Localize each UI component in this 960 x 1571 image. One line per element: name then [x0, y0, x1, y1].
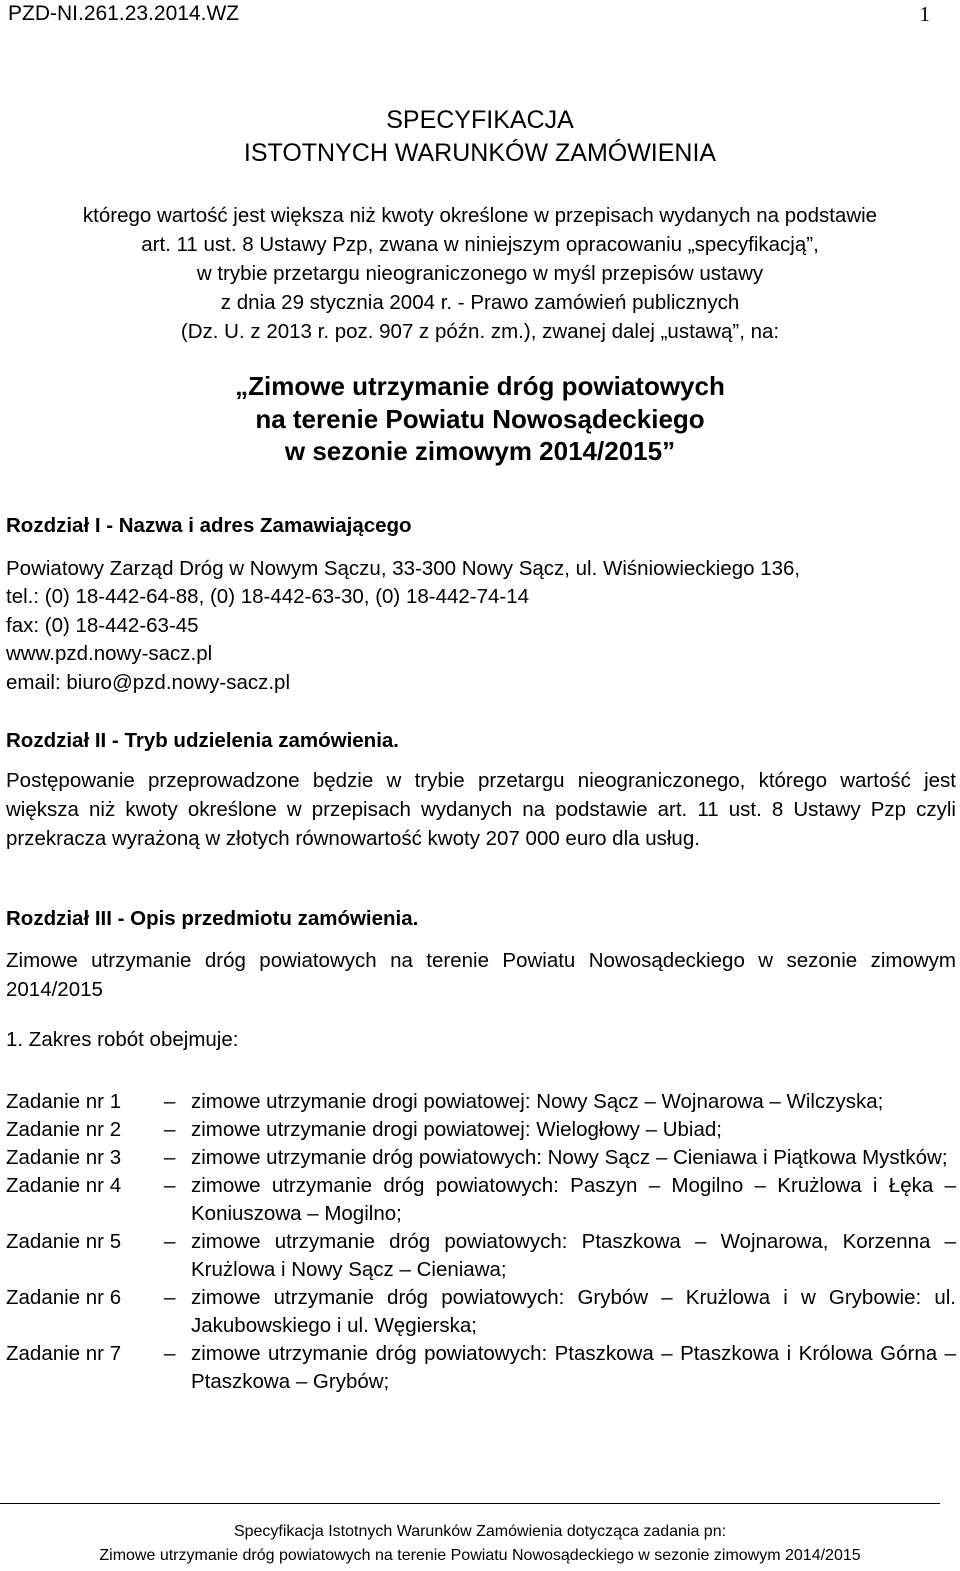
document-title: [0, 104, 960, 170]
task-description: zimowe utrzymanie drogi powiatowej: Wielogłowy – Ubiad;: [191, 1118, 722, 1141]
email: email: biuro@pzd.nowy-sacz.pl: [6, 670, 291, 694]
intro-line: którego wartość jest większa niż kwoty określone w przepisach wydanych na podstawie: [82, 204, 878, 227]
page-footer: [0, 1520, 960, 1568]
task-item: [6, 1116, 956, 1144]
task-label: Zadanie nr 2: [6, 1118, 122, 1141]
task-dash: –: [164, 1230, 176, 1253]
task-item: [6, 1340, 956, 1396]
intro-line: z dnia 29 stycznia 2004 r. - Prawo zamówień publicznych: [220, 291, 740, 314]
contract-subject: [0, 370, 960, 468]
subject-line: „Zimowe utrzymanie dróg powiatowych: [235, 371, 725, 401]
chapter-2: [6, 727, 956, 853]
task-dash: –: [164, 1090, 176, 1113]
contracting-authority-address: Powiatowy Zarząd Dróg w Nowym Sączu, 33-300 Nowy Sącz, ul. Wiśniowieckiego 136,: [6, 556, 801, 580]
fax-number: fax: (0) 18-442-63-45: [6, 613, 199, 637]
task-list: [6, 1088, 956, 1396]
task-dash: –: [164, 1342, 176, 1365]
chapter-2-text: Postępowanie przeprowadzone będzie w trybie przetargu nieograniczonego, którego wartość jest większa niż kwoty określone w przepisach wydanych na podstawie art. 11 ust. 8 Ustawy Pzp czyli przekracza wyrażoną w złotych równowartość kwoty 207 000 euro dla usług.: [6, 768, 956, 850]
page-number: 1: [919, 2, 930, 26]
task-dash: –: [164, 1286, 176, 1309]
chapter-3-text: Zimowe utrzymanie dróg powiatowych na terenie Powiatu Nowosądeckiego w sezonie zimowym 2014/2015: [6, 948, 956, 1001]
task-label: Zadanie nr 4: [6, 1174, 122, 1197]
task-label: Zadanie nr 6: [6, 1286, 122, 1309]
scope-of-works: 1. Zakres robót obejmuje:: [6, 1027, 239, 1051]
footer-line-2: Zimowe utrzymanie dróg powiatowych na terenie Powiatu Nowosądeckiego w sezonie zimowym 2014/2015: [99, 1547, 861, 1564]
website: www.pzd.nowy-sacz.pl: [6, 642, 213, 665]
subject-line: w sezonie zimowym 2014/2015”: [284, 436, 676, 466]
task-dash: –: [164, 1146, 176, 1169]
document-code: PZD-NI.261.23.2014.WZ: [8, 2, 240, 25]
task-description: zimowe utrzymanie dróg powiatowych: Ptaszkowa – Ptaszkowa i Królowa Górna – Ptaszkowa – Grybów;: [191, 1342, 956, 1393]
title-line-1: SPECYFIKACJA: [386, 106, 574, 134]
task-item: [6, 1144, 956, 1172]
task-description: zimowe utrzymanie dróg powiatowych: Nowy Sącz – Cieniawa i Piątkowa Mystków;: [191, 1146, 948, 1169]
task-description: zimowe utrzymanie dróg powiatowych: Grybów – Krużlowa i w Grybowie: ul. Jakubowskiego i ul. Węgierska;: [191, 1286, 956, 1337]
task-item: [6, 1228, 956, 1284]
task-dash: –: [164, 1174, 176, 1197]
subject-line: na terenie Powiatu Nowosądeckiego: [255, 403, 705, 434]
task-item: [6, 1172, 956, 1228]
task-description: zimowe utrzymanie dróg powiatowych: Ptaszkowa – Wojnarowa, Korzenna – Krużlowa i Nowy Sącz – Cieniawa;: [191, 1230, 956, 1281]
task-label: Zadanie nr 3: [6, 1146, 122, 1169]
task-item: [6, 1284, 956, 1340]
task-description: zimowe utrzymanie dróg powiatowych: Paszyn – Mogilno – Krużlowa i Łęka – Koniuszowa – Mogilno;: [191, 1174, 956, 1225]
title-line-2: ISTOTNYCH WARUNKÓW ZAMÓWIENIA: [243, 139, 717, 167]
task-dash: –: [164, 1118, 176, 1141]
page-header: [8, 0, 930, 30]
task-description: zimowe utrzymanie drogi powiatowej: Nowy Sącz – Wojnarowa – Wilczyska;: [191, 1090, 884, 1113]
chapter-1-heading: Rozdział I - Nazwa i adres Zamawiającego: [6, 514, 412, 537]
intro-line: w trybie przetargu nieograniczonego w myśl przepisów ustawy: [196, 262, 764, 285]
footer-divider: [0, 1503, 940, 1504]
task-item: [6, 1088, 956, 1116]
task-label: Zadanie nr 1: [6, 1090, 122, 1113]
chapter-3: [6, 905, 956, 1054]
intro-line: art. 11 ust. 8 Ustawy Pzp, zwana w niniejszym opracowaniu „specyfikacją”,: [141, 233, 819, 256]
footer-line-1: Specyfikacja Istotnych Warunków Zamówienia dotycząca zadania pn:: [233, 1523, 727, 1540]
task-label: Zadanie nr 5: [6, 1230, 122, 1253]
intro-paragraph: [0, 201, 960, 346]
task-label: Zadanie nr 7: [6, 1342, 122, 1365]
intro-line: (Dz. U. z 2013 r. poz. 907 z późn. zm.), zwanej dalej „ustawą”, na:: [180, 320, 780, 343]
chapter-3-heading: Rozdział III - Opis przedmiotu zamówienia.: [6, 907, 419, 930]
chapter-2-heading: Rozdział II - Tryb udzielenia zamówienia.: [6, 729, 399, 752]
chapter-1: [6, 512, 956, 697]
phone-numbers: tel.: (0) 18-442-64-88, (0) 18-442-63-30, (0) 18-442-74-14: [6, 585, 530, 608]
